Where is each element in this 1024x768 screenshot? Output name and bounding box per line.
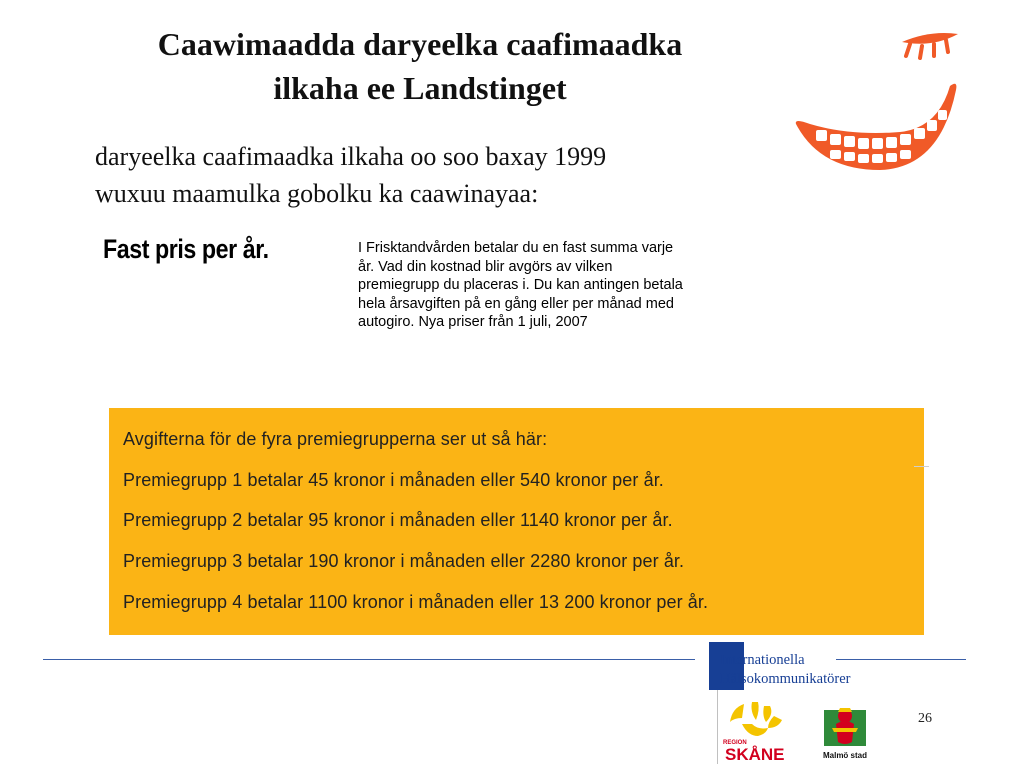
fee-group-4: Premiegrupp 4 betalar 1100 kronor i månaden eller 13 200 kronor per år. bbox=[123, 592, 709, 612]
skane-region-label: REGION bbox=[723, 740, 747, 746]
slide-title bbox=[60, 22, 780, 110]
fee-group-2: Premiegrupp 2 betalar 95 kronor i månaden eller 1140 kronor per år. bbox=[123, 510, 673, 530]
subtitle-line-1: daryeelka caafimaadka ilkaha oo soo baxay 1999 bbox=[95, 142, 607, 171]
page-number: 26 bbox=[918, 711, 932, 726]
logo-divider bbox=[717, 690, 718, 764]
skane-logo-text: SKÅNE bbox=[725, 745, 785, 764]
decorative-dash bbox=[914, 466, 929, 467]
malmo-logo-text: Malmö stad bbox=[822, 751, 868, 760]
fee-group-1: Premiegrupp 1 betalar 45 kronor i månaden eller 540 kronor per år. bbox=[123, 470, 664, 490]
slide-title-line-2: ilkaha ee Landstinget bbox=[273, 70, 567, 106]
slide-subtitle bbox=[95, 138, 775, 212]
region-skane-logo bbox=[722, 698, 792, 764]
fee-panel bbox=[109, 408, 924, 635]
org-name-line-1: Internationella bbox=[720, 652, 805, 668]
organization-name bbox=[720, 651, 850, 689]
slide-title-line-1: Caawimaadda daryeelka caafimaadka bbox=[157, 26, 683, 62]
footer-divider-right bbox=[836, 659, 966, 660]
info-paragraph: I Frisktandvården betalar du en fast summa varje år. Vad din kostnad blir avgörs av vilken premiegrupp du placeras i. Du kan antingen betala hela årsavgiften på en gång eller per månad med autogiro. Nya priser från 1 juli, 2007 bbox=[358, 240, 683, 330]
subtitle-line-2: wuxuu maamulka gobolku ka caawinayaa: bbox=[95, 179, 539, 208]
fee-group-3: Premiegrupp 3 betalar 190 kronor i månaden eller 2280 kronor per år. bbox=[123, 551, 685, 571]
fast-price-heading: Fast pris per år. bbox=[103, 234, 269, 264]
footer-divider-left bbox=[43, 659, 695, 660]
fee-panel-heading: Avgifterna för de fyra premiegrupperna ser ut så här: bbox=[123, 429, 548, 449]
malmo-stad-logo bbox=[818, 698, 873, 764]
smile-illustration-icon bbox=[790, 20, 965, 190]
org-name-line-2: Hälsokommunikatörer bbox=[720, 671, 851, 687]
